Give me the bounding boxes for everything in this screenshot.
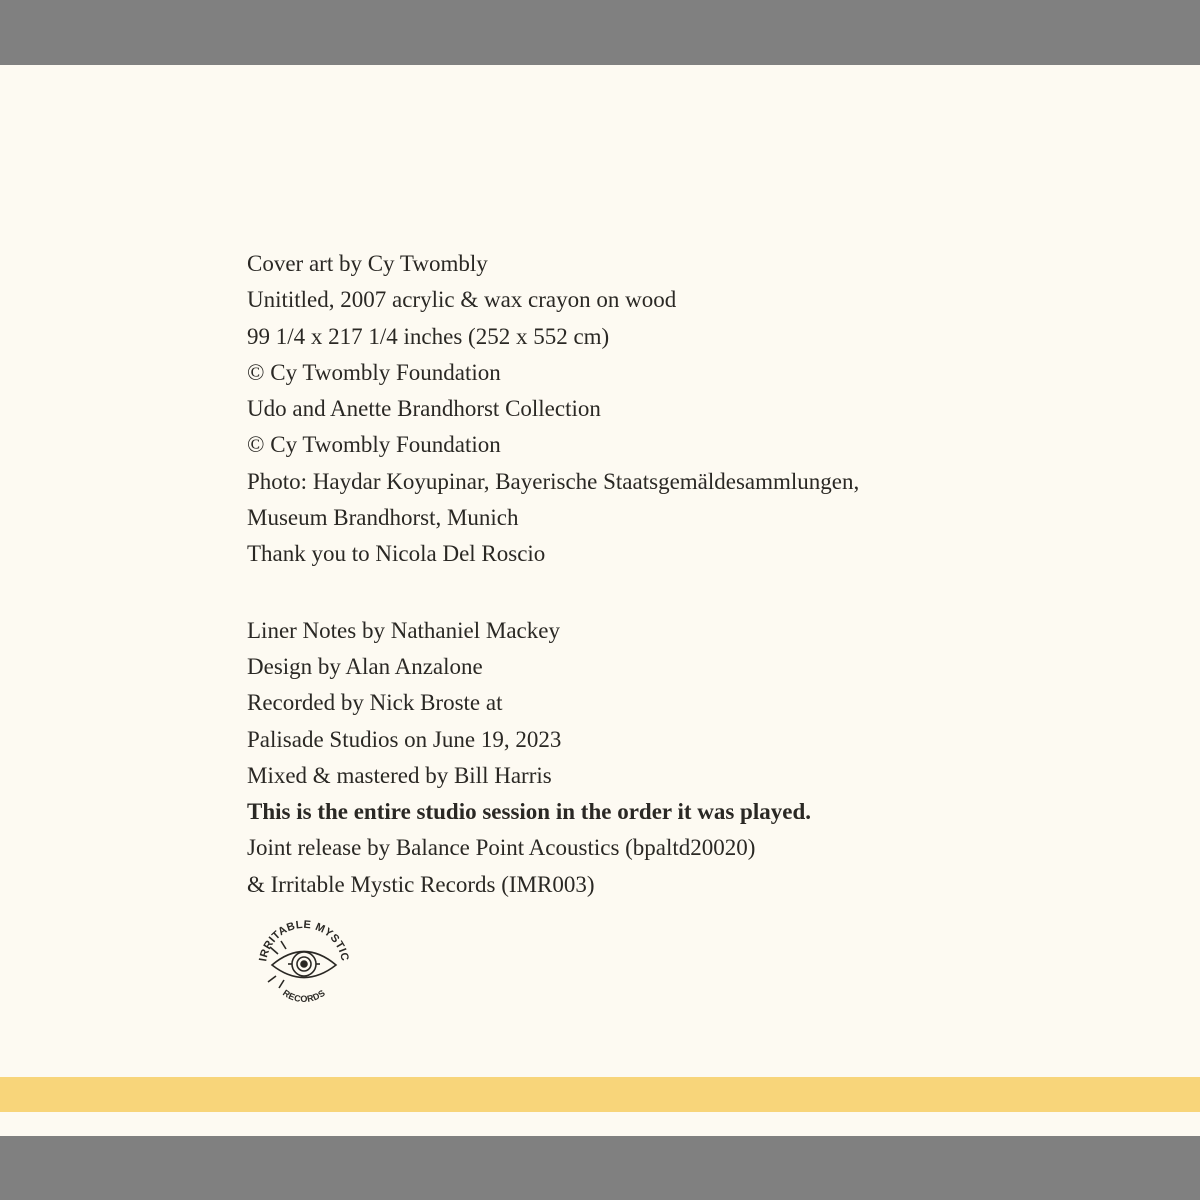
cream-stripe [0, 1112, 1200, 1136]
eye-icon [268, 941, 336, 988]
credit-line: © Cy Twombly Foundation [247, 432, 501, 458]
logo-top-text: IRRITABLE MYSTIC [257, 918, 351, 963]
credit-line: Recorded by Nick Broste at [247, 690, 503, 716]
section-spacer [247, 573, 1147, 613]
credit-line: Cover art by Cy Twombly [247, 251, 488, 276]
credit-line: Mixed & mastered by Bill Harris [247, 762, 552, 788]
irritable-mystic-logo [252, 910, 356, 1014]
release-line: Joint release by Balance Point Acoustics (bpaltd20020) [247, 835, 756, 861]
credit-line: Palisade Studios on June 19, 2023 [247, 726, 562, 752]
svg-text:RECORDS [281, 988, 327, 1004]
credit-line: Unititled, 2007 acrylic & wax crayon on wood [247, 287, 677, 313]
credit-line: © Cy Twombly Foundation [247, 359, 501, 385]
session-statement: This is the entire studio session in the order it was played. [247, 799, 811, 825]
credit-line: Photo: Haydar Koyupinar, Bayerische Staatsgemäldesammlungen, [247, 468, 860, 494]
credit-line: Thank you to Nicola Del Roscio [247, 541, 546, 567]
logo-bottom-text: RECORDS [280, 987, 328, 1005]
bottom-gray-band [0, 1136, 1200, 1200]
top-gray-band [0, 0, 1200, 65]
logo-graphic [252, 910, 356, 1014]
credit-line: Museum Brandhorst, Munich [247, 505, 519, 531]
credits-block [247, 246, 1147, 903]
svg-text:IRRITABLE MYSTIC [257, 919, 350, 963]
credit-line: Liner Notes by Nathaniel Mackey [247, 617, 560, 643]
credit-line: 99 1/4 x 217 1/4 inches (252 x 552 cm) [247, 323, 610, 349]
release-line: & Irritable Mystic Records (IMR003) [247, 871, 595, 897]
credit-line: Design by Alan Anzalone [247, 653, 483, 679]
yellow-stripe [0, 1077, 1200, 1112]
credit-line: Udo and Anette Brandhorst Collection [247, 396, 601, 422]
